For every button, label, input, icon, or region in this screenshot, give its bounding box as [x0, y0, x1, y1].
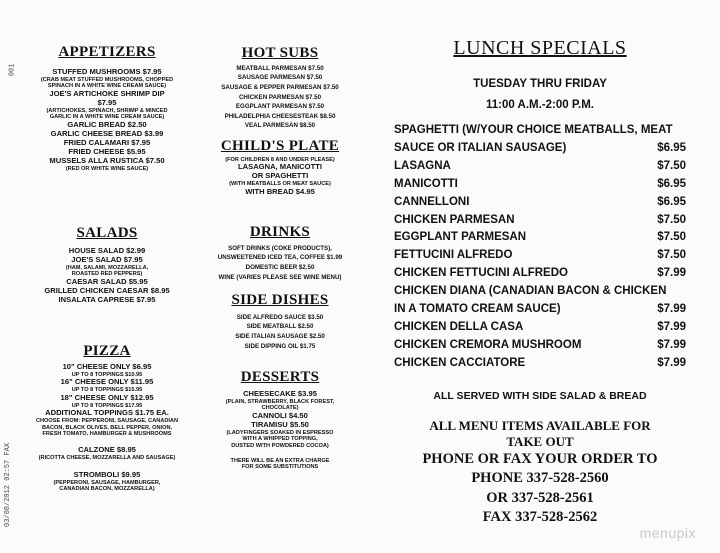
side-dishes-section	[205, 292, 355, 351]
substitution-note-1: THERE WILL BE AN EXTRA CHARGE	[230, 457, 330, 464]
lunch-item-name: CANNELLONI	[394, 195, 470, 208]
lunch-item-row	[394, 357, 686, 369]
salads-section	[28, 225, 186, 305]
lunch-item-price: $7.50	[657, 213, 686, 226]
calzone-item: CALZONE $8.95	[78, 445, 136, 455]
lunch-item-row	[394, 214, 686, 226]
menu-item: CAESAR SALAD $5.95	[66, 276, 148, 286]
menu-item: CHEESECAKE $3.95	[243, 388, 317, 398]
lunch-item-row	[394, 339, 686, 351]
lunch-item-row	[394, 178, 686, 190]
menu-item-description: (PLAIN, STRAWBERRY, BLACK FOREST,	[225, 398, 335, 405]
lunch-item-row	[394, 249, 686, 261]
menu-item: 10" CHEESE ONLY $6.95	[62, 361, 152, 371]
menu-item: JOE'S ARTICHOKE SHRIMP DIP	[49, 88, 165, 98]
menu-item: VEAL PARMESAN $8.50	[244, 122, 316, 130]
lunch-item-price: $7.99	[657, 320, 686, 333]
menu-item: SIDE ALFREDO SAUCE $3.50	[236, 313, 324, 321]
menu-item: HOUSE SALAD $2.99	[68, 245, 146, 255]
substitution-note-2: FOR SOME SUBSTITUTIONS	[241, 464, 319, 471]
lunch-item-name: CHICKEN DIANA (CANADIAN BACON & CHICKEN	[394, 285, 667, 298]
menu-item-description: WITH A WHIPPED TOPPING,	[242, 436, 318, 443]
menu-item: SIDE DIPPING OIL $1.75	[244, 342, 316, 350]
lunch-item-price: $6.95	[657, 177, 686, 190]
lunch-days: TUESDAY THRU FRIDAY	[473, 78, 607, 90]
menu-item-description: SPINACH IN A WHITE WINE CREAM SAUCE)	[47, 83, 167, 90]
lunch-item-row	[394, 142, 686, 154]
menu-item-description: (RED OR WHITE WINE SAUCE)	[65, 165, 149, 172]
menu-item: WITH BREAD $4.95	[245, 186, 315, 196]
lunch-specials-title: LUNCH SPECIALS	[453, 37, 627, 59]
menu-item: SIDE ITALIAN SAUSAGE $2.50	[235, 332, 325, 340]
fax-number: FAX 337-528-2562	[482, 509, 598, 525]
menu-item: GRILLED CHICKEN CAESAR $8.95	[44, 285, 170, 295]
menu-item: TIRAMISU $5.50	[251, 419, 309, 429]
appetizers-title: APPETIZERS	[58, 44, 156, 60]
menu-item-description: GARLIC IN A WHITE WINE CREAM SAUCE)	[49, 114, 165, 121]
menu-item-description: CHOCOLATE)	[261, 405, 299, 412]
lunch-item-row	[394, 267, 686, 279]
menu-item: SOFT DRINKS (COKE PRODUCTS),	[228, 244, 332, 252]
menu-item-description: BACON, BLACK OLIVES, BELL PEPPER, ONION,	[41, 424, 173, 431]
lunch-item-price: $7.99	[657, 303, 686, 315]
lunch-item-price: $6.95	[657, 195, 686, 208]
served-with-note: ALL SERVED WITH SIDE SALAD & BREAD	[433, 390, 647, 402]
menu-item: INSALATA CAPRESE $7.95	[58, 294, 156, 304]
phone-number-2: OR 337-528-2561	[486, 490, 594, 506]
lunch-item-price: $7.99	[657, 356, 686, 369]
childs-plate-section	[205, 138, 355, 197]
menu-item: LASAGNA, MANICOTTI	[238, 162, 322, 172]
menu-item: MEATBALL PARMESAN $7.50	[236, 64, 324, 72]
lunch-item-price: $7.99	[657, 338, 686, 351]
hot-subs-section	[205, 45, 355, 131]
menu-item: CANNOLI $4.50	[252, 410, 308, 420]
lunch-item-name: CHICKEN DELLA CASA	[394, 320, 524, 333]
lunch-item-price: $7.50	[657, 249, 686, 262]
desserts-title: DESSERTS	[240, 369, 320, 385]
side-dishes-list	[205, 313, 355, 351]
menu-item: JOE'S SALAD $7.95	[71, 254, 143, 264]
lunch-item-price: $7.99	[657, 267, 686, 280]
lunch-item-row	[394, 285, 686, 297]
phone-number-1: PHONE 337-528-2560	[471, 470, 609, 486]
menu-item: DOMESTIC BEER $2.50	[245, 263, 315, 271]
menu-item-description: (WITH MEATBALLS OR MEAT SAUCE)	[229, 181, 331, 188]
appetizers-list	[28, 68, 186, 173]
menu-item-description: (CRAB MEAT STUFFED MUSHROOMS, CHOPPED	[40, 76, 174, 83]
drinks-title: DRINKS	[249, 224, 311, 240]
menu-item-description: CHOOSE FROM: PEPPERONI, SAUSAGE, CANADIAN	[35, 418, 179, 425]
lunch-item-price: $6.95	[657, 141, 686, 154]
lunch-item-row	[394, 231, 686, 243]
drinks-list	[205, 244, 355, 282]
menu-item: FRIED CALAMARI $7.95	[63, 137, 151, 147]
phone-fax-order: PHONE OR FAX YOUR ORDER TO	[422, 451, 658, 467]
menu-item: SAUSAGE PARMESAN $7.50	[237, 74, 323, 82]
salads-title: SALADS	[76, 225, 138, 241]
side-dishes-title: SIDE DISHES	[231, 292, 329, 308]
menu-item-description: UP TO 8 TOPPINGS $10.95	[71, 371, 143, 378]
lunch-item-row	[394, 303, 686, 315]
lunch-hours: 11:00 A.M.-2:00 P.M.	[485, 99, 595, 111]
lunch-item-price: $7.50	[657, 231, 686, 244]
menu-item: SAUSAGE & PEPPER PARMESAN $7.50	[221, 83, 339, 91]
menu-item: CHICKEN PARMESAN $7.50	[238, 93, 322, 101]
menu-item: STUFFED MUSHROOMS $7.95	[52, 66, 162, 76]
menu-item: GARLIC BREAD $2.50	[67, 119, 147, 129]
takeout-line-1: ALL MENU ITEMS AVAILABLE FOR	[429, 418, 651, 433]
menu-item: $7.95	[97, 97, 117, 107]
lunch-item-name: FETTUCINI ALFREDO	[394, 249, 513, 262]
menu-item-description: FRESH TOMATO, HAMBURGER & MUSHROOMS	[42, 431, 172, 438]
pizza-title: PIZZA	[83, 343, 131, 359]
lunch-item-name: SAUCE OR ITALIAN SAUSAGE)	[394, 141, 567, 154]
menu-item-description: (LADYFINGERS SOAKED IN ESPRESSO	[226, 429, 334, 436]
takeout-line-2: TAKE OUT	[506, 434, 574, 449]
drinks-section	[205, 224, 355, 282]
pizza-section	[28, 343, 186, 493]
lunch-item-name: CHICKEN PARMESAN	[394, 213, 515, 226]
menu-item: OR SPAGHETTI	[251, 171, 309, 181]
stromboli-item: STROMBOLI $9.95	[73, 469, 141, 479]
menu-item: UNSWEETENED ICED TEA, COFFEE $1.99	[217, 254, 343, 262]
childs-plate-title: CHILD'S PLATE	[220, 138, 340, 154]
stromboli-desc-1: (PEPPERONI, SAUSAGE, HAMBURGER,	[53, 479, 161, 486]
menu-item: MUSSELS ALLA RUSTICA $7.50	[49, 155, 165, 165]
pizza-list	[28, 363, 186, 438]
hot-subs-list	[205, 64, 355, 131]
page-number: 001	[8, 63, 17, 77]
menu-item: SIDE MEATBALL $2.50	[246, 323, 314, 331]
desserts-section	[205, 369, 355, 471]
menu-item-description: UP TO 8 TOPPINGS $15.95	[71, 387, 143, 394]
calzone-desc: (RICOTTA CHEESE, MOZZARELLA AND SAUSAGE)	[38, 455, 176, 462]
menu-item: 18" CHEESE ONLY $12.95	[60, 392, 154, 402]
menu-item: ADDITIONAL TOPPINGS $1.75 EA.	[45, 408, 169, 418]
lunch-item-price: $7.50	[657, 159, 686, 172]
menupix-watermark: menupix	[639, 525, 696, 541]
menu-item: FRIED CHEESE $5.95	[68, 146, 146, 156]
menu-item-description: UP TO 8 TOPPINGS $17.95	[71, 402, 143, 409]
lunch-item-row	[394, 321, 686, 333]
menu-item-description: (ARTICHOKES, SPINACH, SHRIMP & MINCED	[46, 107, 168, 114]
lunch-item-name: SPAGHETTI (W/YOUR CHOICE MEATBALLS, MEAT	[394, 124, 673, 136]
fax-stamp: 03/08/2012 02:57 FAX	[4, 442, 12, 527]
childs-plate-list	[205, 157, 355, 197]
salads-list	[28, 247, 186, 305]
lunch-item-name: CHICKEN CACCIATORE	[394, 356, 526, 369]
lunch-item-name: CHICKEN FETTUCINI ALFREDO	[394, 267, 568, 280]
lunch-item-name: EGGPLANT PARMESAN	[394, 231, 527, 244]
lunch-item-row	[394, 124, 686, 136]
hot-subs-title: HOT SUBS	[241, 45, 319, 61]
appetizers-section	[28, 44, 186, 172]
menu-item: PHILADELPHIA CHEESESTEAK $8.50	[224, 112, 336, 120]
lunch-item-name: LASAGNA	[394, 159, 451, 172]
lunch-item-row	[394, 196, 686, 208]
menu-item: EGGPLANT PARMESAN $7.50	[235, 103, 325, 111]
lunch-item-row	[394, 160, 686, 172]
lunch-item-name: CHICKEN CREMORA MUSHROOM	[394, 338, 582, 351]
menu-item-description: DUSTED WITH POWDERED COCOA)	[231, 442, 329, 449]
lunch-item-name: MANICOTTI	[394, 177, 458, 190]
menu-item: 16" CHEESE ONLY $11.95	[60, 377, 154, 387]
menu-item-description: (FOR CHILDREN 8 AND UNDER PLEASE)	[225, 156, 335, 163]
menu-item-description: (HAM, SALAMI, MOZZARELLA,	[65, 264, 149, 271]
menu-item: WINE (VARIES PLEASE SEE WINE MENU)	[218, 273, 342, 281]
lunch-item-name: IN A TOMATO CREAM SAUCE)	[394, 303, 561, 315]
desserts-list	[205, 390, 355, 450]
menu-item-description: ROASTED RED PEPPERS)	[71, 271, 143, 278]
menu-item: GARLIC CHEESE BREAD $3.99	[50, 128, 164, 138]
stromboli-desc-2: CANADIAN BACON, MOZZARELLA)	[59, 486, 155, 493]
